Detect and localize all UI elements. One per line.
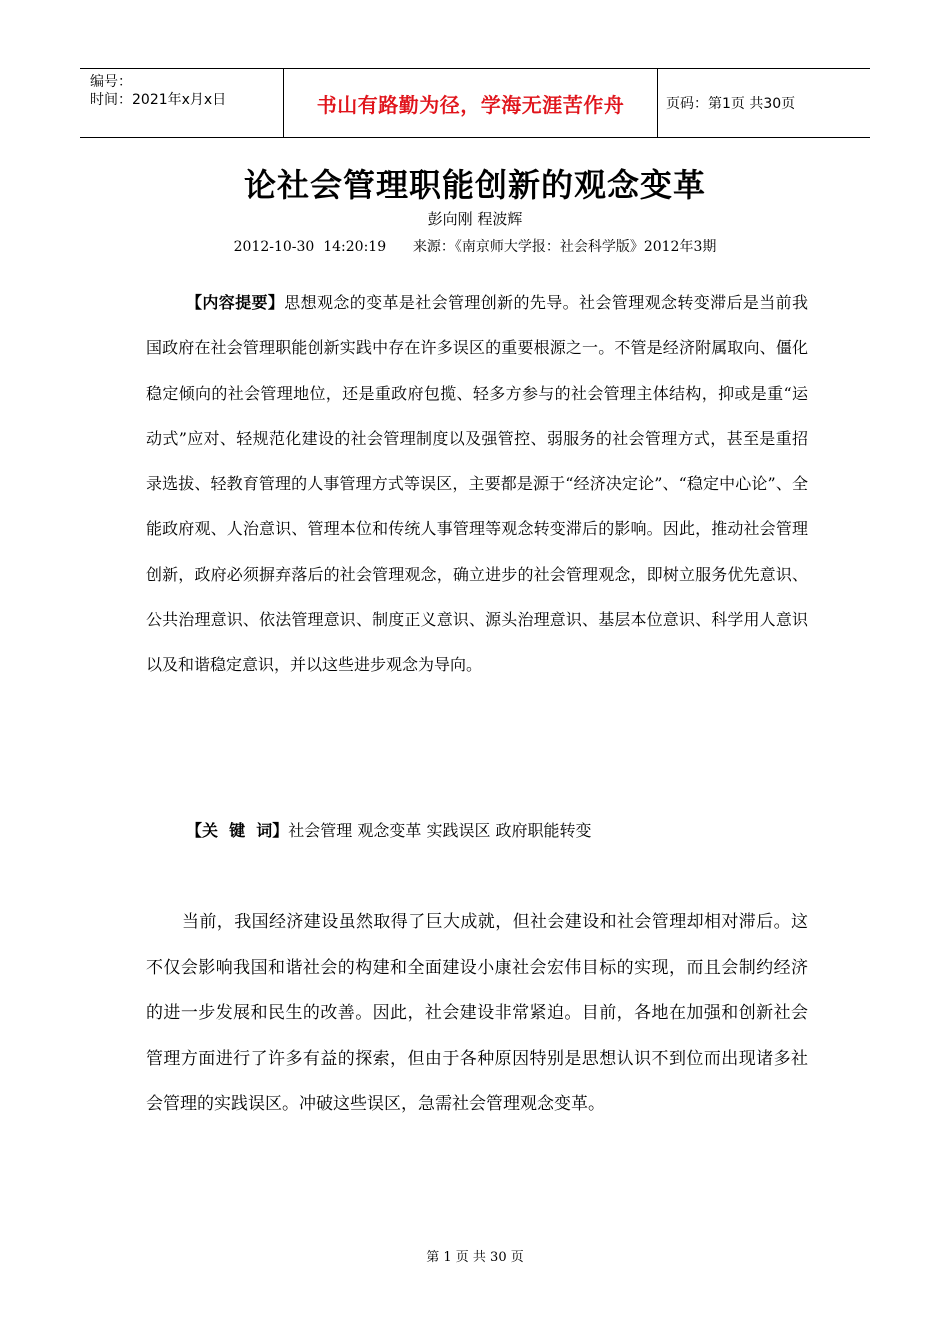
abstract	[146, 280, 808, 688]
abstract-text: 思想观念的变革是社会管理创新的先导。社会管理观念转变滞后是当前我国政府在社会管理职能创新实践中存在许多误区的重要根源之一。不管是经济附属取向、僵化稳定倾向的社会管理地位，还是重政府包揽、轻多方参与的社会管理主体结构，抑或是重“运动式”应对、轻规范化建设的社会管理制度以及强管控、弱服务的社会管理方式，甚至是重招录选拔、轻教育管理的人事管理方式等误区，主要都是源于“经济决定论”、“稳定中心论”、全能政府观、人治意识、管理本位和传统人事管理等观念转变滞后的影响。因此，推动社会管理创新，政府必须摒弃落后的社会管理观念，确立进步的社会管理观念，即树立服务优先意识、公共治理意识、依法管理意识、制度正义意识、源头治理意识、基层本位意识、科学用人意识以及和谐稳定意识，并以这些进步观念为导向。	[146, 293, 808, 675]
number-label: 编号：	[90, 74, 132, 90]
article-authors: 彭向刚 程波辉	[427, 210, 523, 228]
page-info: 页码：第1页 共30页	[666, 96, 796, 112]
keywords-text: 社会管理 观念变革 实践误区 政府职能转变	[288, 821, 592, 840]
header-left-cell	[80, 69, 283, 137]
article-meta: 2012-10-30 14:20:19 来源：《南京师大学报：社会科学版》2012年3期	[233, 239, 717, 255]
time-label: 时间：2021年x月x日	[90, 92, 227, 108]
keywords	[186, 818, 592, 841]
keywords-label: 【关 键 词】	[186, 821, 289, 840]
document-header	[80, 68, 870, 138]
body-paragraph: 当前，我国经济建设虽然取得了巨大成就，但社会建设和社会管理却相对滞后。这不仅会影响我国和谐社会的构建和全面建设小康社会宏伟目标的实现，而且会制约经济的进一步发展和民生的改善。因此，社会建设非常紧迫。目前，各地在加强和创新社会管理方面进行了许多有益的探索，但由于各种原因特别是思想认识不到位而出现诸多社会管理的实践误区。冲破这些误区，急需社会管理观念变革。	[146, 912, 808, 1114]
abstract-label: 【内容提要】	[186, 293, 285, 312]
article-title: 论社会管理职能创新的观念变革	[243, 166, 706, 204]
motto: 书山有路勤为径，学海无涯苦作舟	[283, 69, 658, 137]
page-footer: 第 1 页 共 30 页	[426, 1250, 524, 1265]
